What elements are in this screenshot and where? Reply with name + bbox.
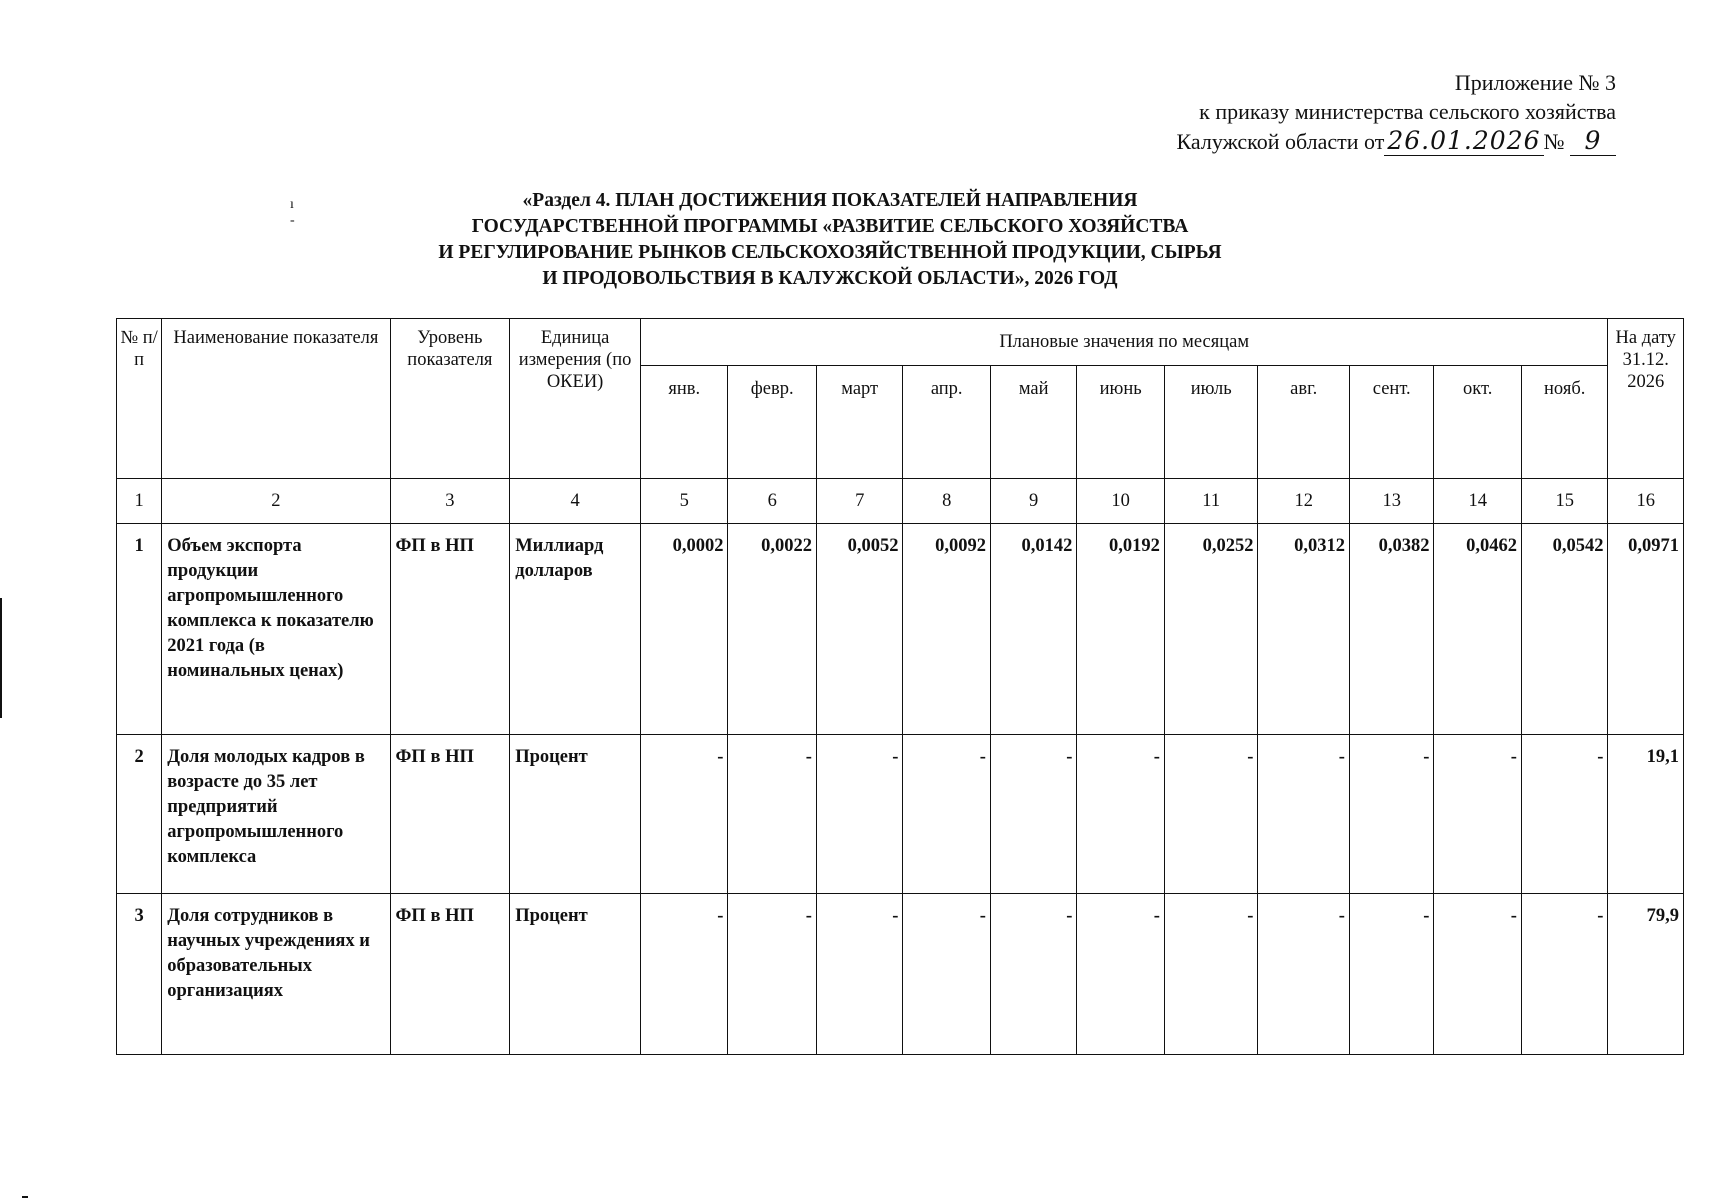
column-number: 10 xyxy=(1077,479,1165,524)
table-row xyxy=(117,894,1684,1055)
header-level: Уровень показателя xyxy=(390,319,510,479)
month-value: - xyxy=(1258,894,1350,1055)
month-value: - xyxy=(1521,735,1608,894)
month-value: - xyxy=(728,735,817,894)
month-value: - xyxy=(816,735,902,894)
title-line-1: «Раздел 4. ПЛАН ДОСТИЖЕНИЯ ПОКАЗАТЕЛЕЙ НАПРАВЛЕНИЯ xyxy=(522,190,1138,211)
header-final-date: На дату 31.12. 2026 xyxy=(1608,319,1684,479)
month-header: февр. xyxy=(728,366,817,479)
title-line-4: И ПРОДОВОЛЬСТВИЯ В КАЛУЖСКОЙ ОБЛАСТИ», 2026 ГОД xyxy=(542,268,1118,289)
handwritten-date: 26.01.2026 xyxy=(1384,126,1543,156)
month-value: - xyxy=(1077,894,1165,1055)
month-value: - xyxy=(640,894,728,1055)
month-value: 0,0312 xyxy=(1258,524,1350,735)
month-header: апр. xyxy=(903,366,991,479)
month-value: - xyxy=(1521,894,1608,1055)
column-number: 4 xyxy=(510,479,641,524)
indicator-unit: Процент xyxy=(510,894,641,1055)
month-value: 0,0192 xyxy=(1077,524,1165,735)
column-number: 5 xyxy=(640,479,728,524)
month-value: - xyxy=(1077,735,1165,894)
month-header: янв. xyxy=(640,366,728,479)
month-header: окт. xyxy=(1434,366,1522,479)
indicator-name: Доля сотрудников в научных учреждениях и образовательных организациях xyxy=(162,894,390,1055)
month-value: - xyxy=(1434,735,1522,894)
handwritten-number: 9 xyxy=(1570,126,1616,156)
row-number: 1 xyxy=(117,524,162,735)
column-number: 3 xyxy=(390,479,510,524)
month-value: 0,0142 xyxy=(990,524,1076,735)
month-value: - xyxy=(816,894,902,1055)
table-row xyxy=(117,735,1684,894)
column-number: 14 xyxy=(1434,479,1522,524)
month-value: - xyxy=(1164,735,1258,894)
column-numbers-row xyxy=(117,479,1684,524)
header-name: Наименование показателя xyxy=(162,319,390,479)
final-value: 19,1 xyxy=(1608,735,1684,894)
number-sign: № xyxy=(1543,129,1565,154)
indicators-plan-table xyxy=(116,318,1684,1055)
column-number: 16 xyxy=(1608,479,1684,524)
month-value: 0,0382 xyxy=(1349,524,1433,735)
month-value: - xyxy=(1164,894,1258,1055)
month-value: - xyxy=(903,735,991,894)
order-date-line xyxy=(1177,126,1616,156)
month-value: 0,0542 xyxy=(1521,524,1608,735)
table-row xyxy=(117,524,1684,735)
header-plan-by-month: Плановые значения по месяцам xyxy=(640,319,1608,366)
indicator-unit: Миллиард долларов xyxy=(510,524,641,735)
title-line-3: И РЕГУЛИРОВАНИЕ РЫНКОВ СЕЛЬСКОХОЗЯЙСТВЕННОЙ ПРОДУКЦИИ, СЫРЬЯ xyxy=(438,242,1222,263)
column-number: 13 xyxy=(1349,479,1433,524)
section-title xyxy=(360,188,1300,292)
final-value: 79,9 xyxy=(1608,894,1684,1055)
month-value: 0,0462 xyxy=(1434,524,1522,735)
indicators-table-wrapper xyxy=(116,318,1684,1055)
appendix-number: Приложение № 3 xyxy=(1454,70,1616,95)
month-value: - xyxy=(1434,894,1522,1055)
month-value: - xyxy=(640,735,728,894)
month-value: - xyxy=(1258,735,1350,894)
month-header: июнь xyxy=(1077,366,1165,479)
header-row xyxy=(117,319,1684,366)
month-header: июль xyxy=(1164,366,1258,479)
month-header: май xyxy=(990,366,1076,479)
month-header: авг. xyxy=(1258,366,1350,479)
month-value: 0,0022 xyxy=(728,524,817,735)
column-number: 6 xyxy=(728,479,817,524)
indicator-unit: Процент xyxy=(510,735,641,894)
column-number: 8 xyxy=(903,479,991,524)
indicator-name: Доля молодых кадров в возрасте до 35 лет предприятий агропромышленного комплекса xyxy=(162,735,390,894)
final-value: 0,0971 xyxy=(1608,524,1684,735)
month-value: 0,0092 xyxy=(903,524,991,735)
month-value: 0,0052 xyxy=(816,524,902,735)
column-number: 9 xyxy=(990,479,1076,524)
column-number: 7 xyxy=(816,479,902,524)
indicator-level: ФП в НП xyxy=(390,735,510,894)
header-num: № п/ п xyxy=(117,319,162,479)
row-number: 2 xyxy=(117,735,162,894)
month-value: - xyxy=(1349,735,1433,894)
column-number: 1 xyxy=(117,479,162,524)
month-header: март xyxy=(816,366,902,479)
month-value: - xyxy=(728,894,817,1055)
month-value: - xyxy=(990,894,1076,1055)
month-value: - xyxy=(903,894,991,1055)
month-value: - xyxy=(990,735,1076,894)
indicator-name: Объем экспорта продукции агропромышленного комплекса к показателю 2021 года (в номинальных ценах) xyxy=(162,524,390,735)
column-number: 2 xyxy=(162,479,390,524)
column-number: 15 xyxy=(1521,479,1608,524)
title-line-2: ГОСУДАРСТВЕННОЙ ПРОГРАММЫ «РАЗВИТИЕ СЕЛЬСКОГО ХОЗЯЙСТВА xyxy=(471,216,1189,237)
month-value: 0,0252 xyxy=(1164,524,1258,735)
month-header: нояб. xyxy=(1521,366,1608,479)
month-header: сент. xyxy=(1349,366,1433,479)
appendix-header xyxy=(1177,68,1616,156)
scan-edge-mark xyxy=(0,598,2,718)
scan-bottom-mark xyxy=(22,1196,28,1198)
margin-mark-2: - xyxy=(290,213,295,228)
indicator-level: ФП в НП xyxy=(390,894,510,1055)
month-value: - xyxy=(1349,894,1433,1055)
header-unit: Единица измерения (по ОКЕИ) xyxy=(510,319,641,479)
month-value: 0,0002 xyxy=(640,524,728,735)
indicator-level: ФП в НП xyxy=(390,524,510,735)
column-number: 12 xyxy=(1258,479,1350,524)
order-date-prefix: Калужской области от xyxy=(1176,129,1385,154)
row-number: 3 xyxy=(117,894,162,1055)
margin-mark-1: ı xyxy=(290,197,294,212)
order-reference: к приказу министерства сельского хозяйства xyxy=(1199,99,1616,124)
column-number: 11 xyxy=(1164,479,1258,524)
